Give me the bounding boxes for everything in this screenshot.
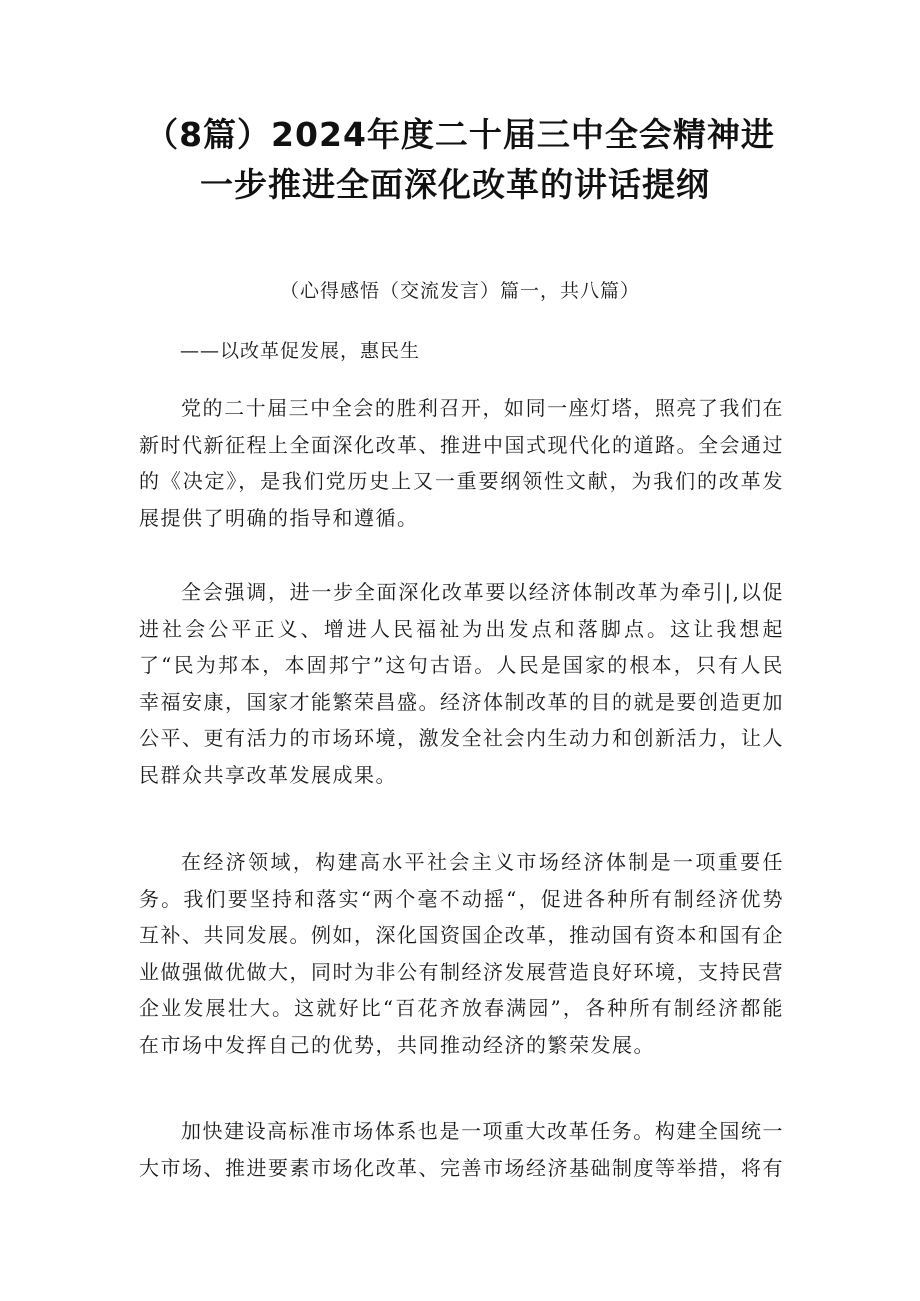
paragraph-3: 在经济领域，构建高水平社会主义市场经济体制是一项重要任务。我们要坚持和落实“两个毫不动摇“，促进各种所有制经济优势互补、共同发展。例如，深化国资国企改革，推动国有资本和国有企业做强做优做大，同时为非公有制经济发展营造良好环境，支持民营企业发展壮大。这就好比“百花齐放春满园”，各种所有制经济都能在市场中发挥自己的优势，共同推动经济的繁荣发展。	[139, 850, 784, 1057]
paragraph-4: 加快建设高标准市场体系也是一项重大改革任务。构建全国统一大市场、推进要素市场化改革、完善市场经济基础制度等举措，将有	[139, 1119, 784, 1180]
paragraph-1: 党的二十届三中全会的胜利召开，如同一座灯塔，照亮了我们在新时代新征程上全面深化改革、推进中国式现代化的道路。全会通过的《决定》，是我们党历史上又一重要纲领性文献，为我们的改革发展提供了明确的指导和遵循。	[139, 396, 784, 530]
document-title-line-2: 一步推进全面深化改革的讲话提纲	[200, 165, 710, 204]
document-title-line-1: （8篇）2024年度二十届三中全会精神进	[145, 115, 775, 154]
document-subtitle: （心得感悟（交流发言）篇一，共八篇）	[279, 280, 640, 302]
paragraph-2: 全会强调，进一步全面深化改革要以经济体制改革为牵引|,以促进社会公平正义、增进人民福祉为出发点和落脚点。这让我想起了“民为邦本，本固邦宁”这句古语。人民是国家的根本，只有人民幸福安康，国家才能繁荣昌盛。经济体制改革的目的就是要创造更加公平、更有活力的市场环境，激发全社会内生动力和创新活力，让人民群众共享改革发展成果。	[139, 580, 784, 787]
document-byline: ——以改革促发展，惠民生	[180, 340, 421, 362]
